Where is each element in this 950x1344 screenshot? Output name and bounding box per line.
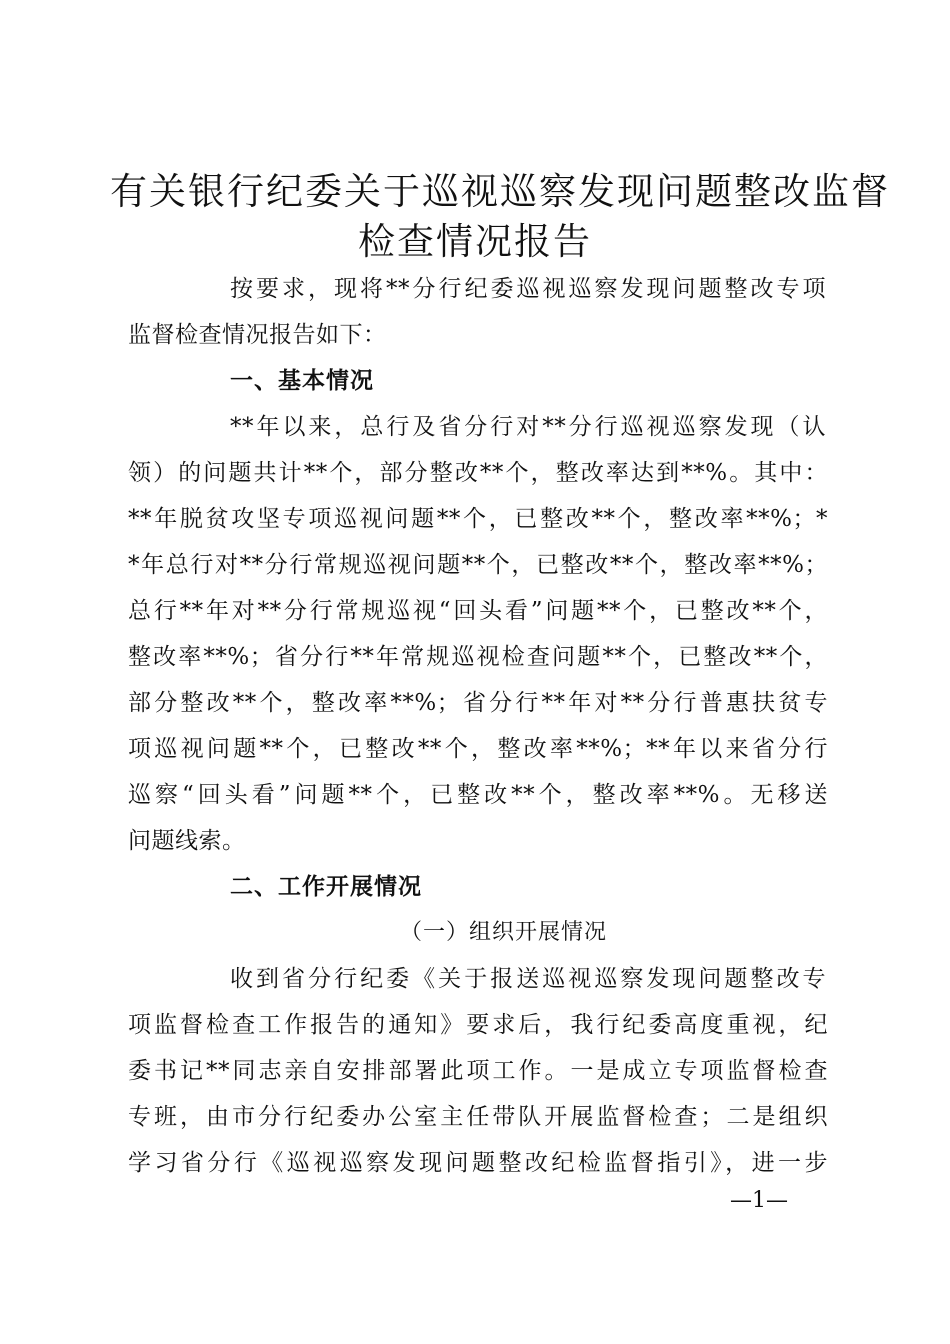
paragraph-line: **年以来，总行及省分行对**分行巡视巡察发现（认 (230, 414, 826, 440)
document-title-line-1: 有关银行纪委关于巡视巡察发现问题整改监督 (110, 170, 890, 213)
paragraph-line: 项监督检查工作报告的通知》要求后，我行纪委高度重视，纪 (128, 1012, 828, 1038)
paragraph-line: 问题线索。 (128, 828, 246, 854)
paragraph-line: 整改率**%；省分行**年常规巡视检查问题**个，已整改**个， (128, 644, 828, 670)
document-title-line-2: 检查情况报告 (358, 220, 592, 263)
paragraph-line: 部分整改**个，整改率**%；省分行**年对**分行普惠扶贫专 (128, 690, 828, 716)
paragraph-line: *年总行对**分行常规巡视问题**个，已整改**个，整改率**%； (128, 552, 828, 578)
paragraph-line: 领）的问题共计**个，部分整改**个，整改率达到**%。其中： (128, 460, 828, 486)
section-heading-work: 二、工作开展情况 (230, 874, 422, 900)
page-number: —1— (730, 1188, 788, 1213)
paragraph-line: 巡察“回头看”问题**个，已整改**个，整改率**%。无移送 (128, 782, 828, 808)
subsection-heading-organization: （一）组织开展情况 (400, 920, 608, 945)
paragraph-line: 学习省分行《巡视巡察发现问题整改纪检监督指引》，进一步 (128, 1150, 828, 1176)
paragraph-line: 项巡视问题**个，已整改**个，整改率**%；**年以来省分行 (128, 736, 828, 762)
paragraph-line: 委书记**同志亲自安排部署此项工作。一是成立专项监督检查 (128, 1058, 828, 1084)
paragraph-line: **年脱贫攻坚专项巡视问题**个，已整改**个，整改率**%；* (128, 506, 828, 532)
intro-line: 按要求，现将**分行纪委巡视巡察发现问题整改专项 (230, 276, 826, 302)
paragraph-line: 专班，由市分行纪委办公室主任带队开展监督检查；二是组织 (128, 1104, 828, 1130)
paragraph-line: 收到省分行纪委《关于报送巡视巡察发现问题整改专 (230, 966, 826, 992)
paragraph-line: 总行**年对**分行常规巡视“回头看”问题**个，已整改**个， (128, 598, 828, 624)
section-heading-basic: 一、基本情况 (230, 368, 374, 394)
intro-line: 监督检查情况报告如下： (128, 322, 387, 348)
